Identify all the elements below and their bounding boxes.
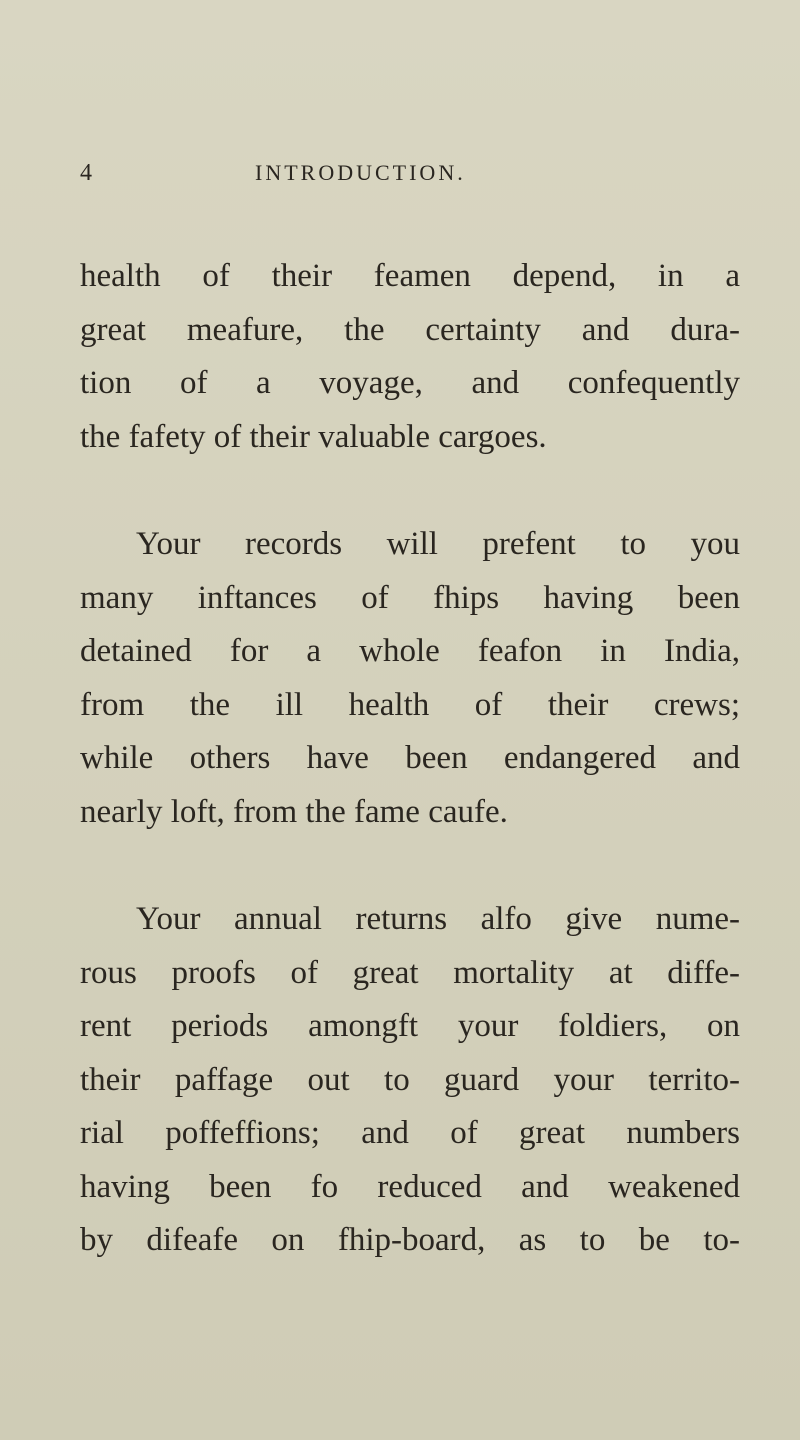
text-line: detained for a whole feafon in India, bbox=[80, 633, 740, 669]
text-line: while others have been endangered and bbox=[80, 740, 740, 776]
text-line: great meafure, the certainty and dura- bbox=[80, 311, 740, 348]
text-line: nearly loft, from the fame caufe. bbox=[80, 793, 508, 830]
text-line: Your annual returns alfo give nume- bbox=[136, 901, 740, 937]
text-line: Your records will prefent to you bbox=[136, 526, 740, 562]
text-line: tion of a voyage, and confequently bbox=[80, 365, 740, 401]
text-line: rous proofs of great mortality at diffe- bbox=[80, 954, 740, 991]
body-text bbox=[80, 250, 740, 1268]
text-line: health of their feamen depend, in a bbox=[80, 258, 740, 294]
running-head-title: INTRODUCTION. bbox=[255, 160, 466, 185]
text-line: many inftances of fhips having been bbox=[80, 579, 740, 616]
running-head bbox=[80, 160, 740, 200]
text-line: by difeafe on fhip-board, as to be to- bbox=[80, 1222, 740, 1258]
paragraph-3 bbox=[80, 893, 740, 1268]
text-line: their paffage out to guard your territo- bbox=[80, 1061, 740, 1098]
paragraph-spacer bbox=[80, 464, 740, 518]
paragraph-2 bbox=[80, 518, 740, 839]
text-line: the fafety of their valuable cargoes. bbox=[80, 418, 547, 455]
text-line: rent periods amongft your foldiers, on bbox=[80, 1008, 740, 1044]
paragraph-1 bbox=[80, 250, 740, 464]
text-line: from the ill health of their crews; bbox=[80, 686, 740, 723]
text-line: rial poffeffions; and of great numbers bbox=[80, 1115, 740, 1151]
page-number: 4 bbox=[80, 160, 94, 186]
text-line: having been fo reduced and weakened bbox=[80, 1168, 740, 1205]
paragraph-spacer bbox=[80, 839, 740, 893]
